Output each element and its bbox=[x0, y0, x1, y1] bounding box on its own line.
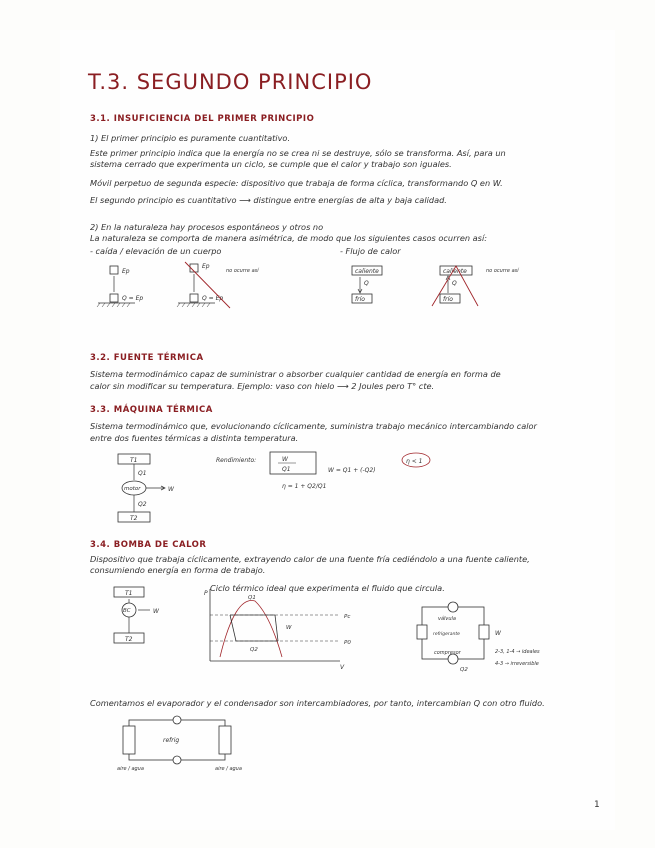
svg-text:frío: frío bbox=[355, 296, 365, 303]
svg-text:Pc: Pc bbox=[344, 614, 351, 620]
svg-text:BC: BC bbox=[123, 608, 131, 614]
svg-text:η = 1 + Q2/Q1: η = 1 + Q2/Q1 bbox=[282, 483, 327, 490]
svg-text:4-3 → irreversible: 4-3 → irreversible bbox=[495, 661, 539, 667]
text-line: Este primer principio indica que la energía no se crea ni se destruye, sólo se transforma. Así, para un bbox=[90, 148, 506, 158]
section-heading-3-3: 3.3. MÁQUINA TÉRMICA bbox=[90, 405, 213, 415]
svg-text:T1: T1 bbox=[125, 590, 133, 597]
svg-text:caliente: caliente bbox=[355, 268, 379, 275]
text-line: La naturaleza se comporta de manera asimétrica, de modo que los siguientes casos ocurren así: bbox=[90, 233, 487, 243]
section-heading-3-2: 3.2. FUENTE TÉRMICA bbox=[90, 353, 204, 363]
svg-text:W: W bbox=[495, 630, 501, 637]
text-line: Ciclo térmico ideal que experimenta el fluido que circula. bbox=[210, 583, 445, 593]
svg-text:Q2: Q2 bbox=[460, 667, 468, 673]
text-line: Móvil perpetuo de segunda especie: dispositivo que trabaja de forma cíclica, transformando Q en W. bbox=[90, 178, 503, 188]
svg-text:Ep: Ep bbox=[122, 268, 130, 275]
svg-text:Ep: Ep bbox=[202, 263, 210, 270]
svg-text:Q: Q bbox=[452, 280, 457, 287]
text-line: Comentamos el evaporador y el condensador son intercambiadores, por tanto, intercambian Q con otro fluido. bbox=[90, 698, 545, 708]
page-title: T.3. SEGUNDO PRINCIPIO bbox=[88, 70, 373, 94]
text-line: Sistema termodinámico que, evolucionando cíclicamente, suministra trabajo mecánico intercambiando calor bbox=[90, 421, 537, 431]
svg-text:Q1: Q1 bbox=[282, 466, 291, 473]
svg-text:Rendimiento:: Rendimiento: bbox=[216, 457, 257, 464]
svg-text:Q: Q bbox=[364, 280, 369, 287]
svg-text:W: W bbox=[153, 608, 159, 615]
svg-text:Q = Ep: Q = Ep bbox=[202, 295, 224, 302]
svg-text:aire / agua: aire / agua bbox=[215, 766, 242, 772]
text-line: entre dos fuentes térmicas a distinta temperatura. bbox=[90, 433, 299, 443]
svg-text:refrigerante: refrigerante bbox=[433, 632, 460, 637]
svg-text:W = Q1 + (-Q2): W = Q1 + (-Q2) bbox=[328, 467, 376, 474]
svg-text:T2: T2 bbox=[125, 636, 133, 643]
svg-text:P0: P0 bbox=[344, 640, 351, 646]
text-line: El segundo principio es cuantitativo ⟶ distingue entre energías de alta y baja calidad. bbox=[90, 195, 447, 205]
svg-text:no ocurre así: no ocurre así bbox=[486, 268, 519, 274]
case-label-heat: - Flujo de calor bbox=[340, 246, 401, 256]
svg-text:refrig: refrig bbox=[163, 737, 180, 744]
text-line: 2) En la naturaleza hay procesos espontáneos y otros no bbox=[90, 222, 324, 232]
svg-text:W: W bbox=[286, 625, 292, 631]
heat-pump-diagrams bbox=[100, 585, 570, 685]
svg-text:2-3, 1-4 → ideales: 2-3, 1-4 → ideales bbox=[495, 649, 540, 655]
section-heading-3-4: 3.4. BOMBA DE CALOR bbox=[90, 540, 207, 550]
exchanger-diagram bbox=[115, 712, 255, 774]
case-label-fall: - caída / elevación de un cuerpo bbox=[90, 246, 222, 256]
svg-text:motor: motor bbox=[124, 486, 141, 492]
svg-text:T1: T1 bbox=[130, 457, 138, 464]
page-number: 1 bbox=[594, 800, 600, 810]
text-line: Sistema termodinámico capaz de suministrar o absorber cualquier cantidad de energía en forma de bbox=[90, 369, 501, 379]
section-heading-3-1: 3.1. INSUFICIENCIA DEL PRIMER PRINCIPIO bbox=[90, 114, 315, 124]
svg-text:compresor: compresor bbox=[434, 650, 461, 656]
svg-text:Q2: Q2 bbox=[250, 647, 258, 653]
svg-text:no ocurre así: no ocurre así bbox=[226, 268, 259, 274]
svg-text:aire / agua: aire / agua bbox=[117, 766, 144, 772]
falling-body-diagram bbox=[90, 258, 270, 318]
svg-text:η < 1: η < 1 bbox=[406, 458, 423, 465]
svg-text:W: W bbox=[168, 486, 174, 493]
svg-text:P: P bbox=[204, 590, 208, 597]
svg-text:V: V bbox=[340, 664, 345, 671]
svg-text:caliente: caliente bbox=[443, 268, 467, 275]
svg-text:Q1: Q1 bbox=[138, 470, 147, 477]
text-line: consumiendo energía en forma de trabajo. bbox=[90, 565, 266, 575]
svg-text:W: W bbox=[282, 456, 288, 463]
text-line: Dispositivo que trabaja cíclicamente, extrayendo calor de una fuente fría cediéndolo a una fuente caliente, bbox=[90, 554, 530, 564]
svg-text:Q1: Q1 bbox=[248, 595, 256, 601]
heat-engine-diagram bbox=[110, 450, 423, 530]
svg-text:Q2: Q2 bbox=[138, 501, 147, 508]
heat-flow-diagram bbox=[350, 262, 520, 312]
svg-text:válvula: válvula bbox=[438, 616, 456, 622]
svg-text:Q = Ep: Q = Ep bbox=[122, 295, 144, 302]
text-line: 1) El primer principio es puramente cuantitativo. bbox=[90, 133, 291, 143]
svg-text:T2: T2 bbox=[130, 515, 138, 522]
text-line: calor sin modificar su temperatura. Ejemplo: vaso con hielo ⟶ 2 Joules pero T° cte. bbox=[90, 381, 435, 391]
svg-text:frío: frío bbox=[443, 296, 453, 303]
text-line: sistema cerrado que experimenta un ciclo, se cumple que el calor y trabajo son iguales. bbox=[90, 159, 452, 169]
